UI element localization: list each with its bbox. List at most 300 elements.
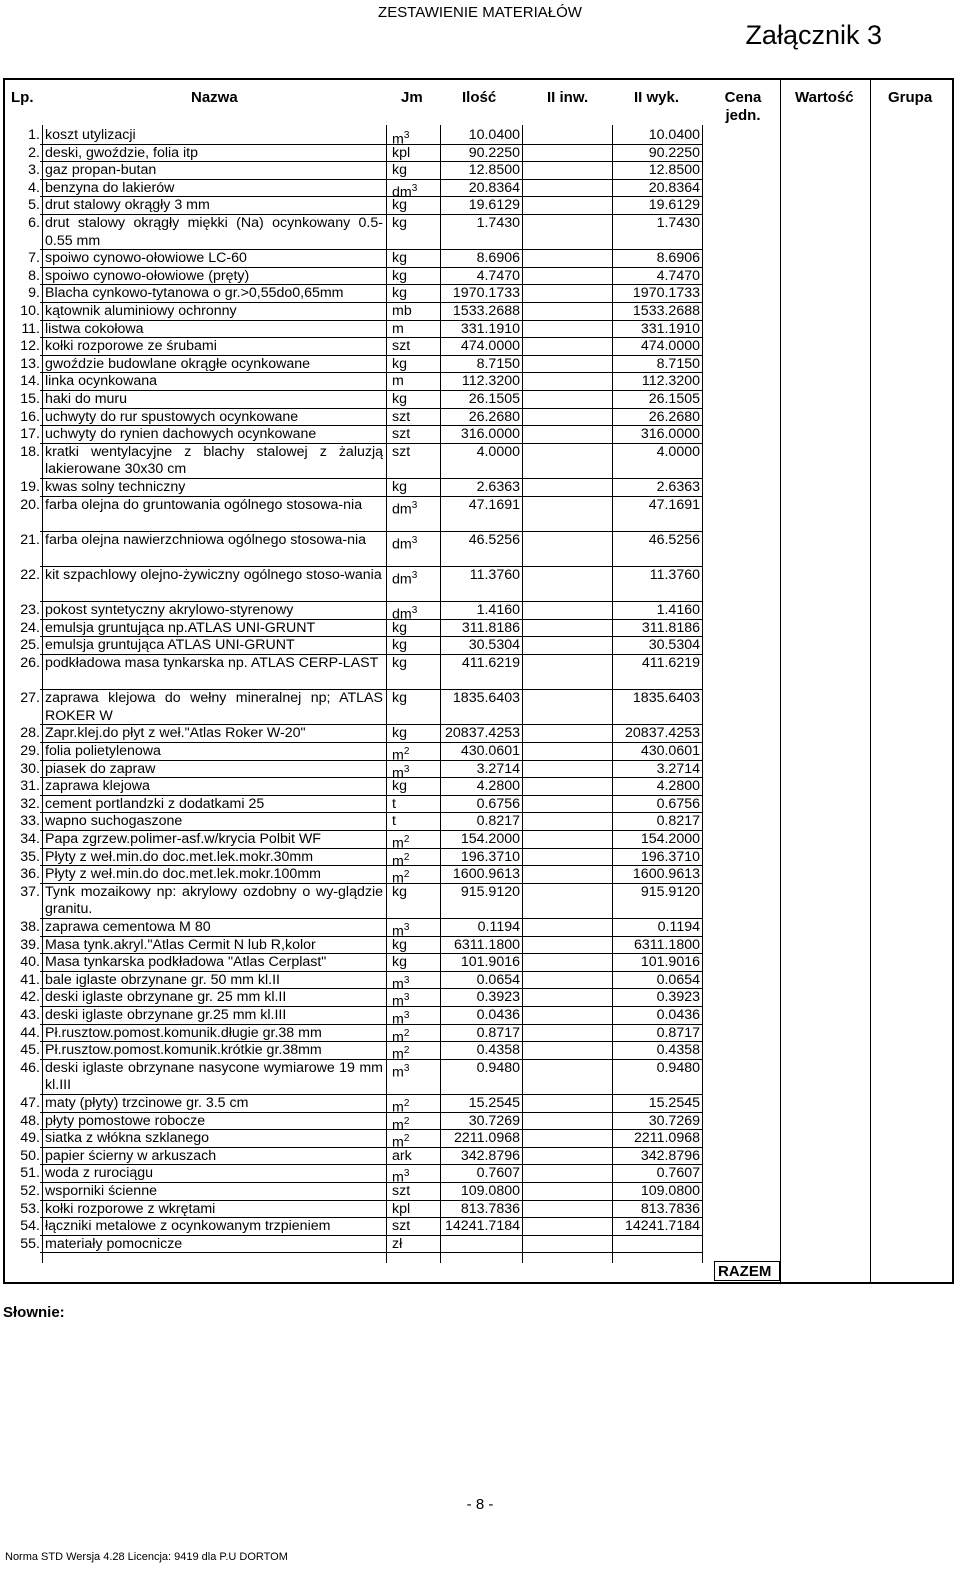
quantity: 4.0000: [476, 443, 520, 460]
quantity: 0.7607: [476, 1165, 520, 1182]
table-row: [0, 1218, 960, 1236]
quantity-wyk: 8.6906: [656, 250, 700, 267]
table-row: [0, 532, 960, 567]
col-value: Wartość: [795, 89, 854, 106]
material-name: farba olejna do gruntowania ogólnego stosowa-nia: [45, 496, 363, 513]
table-row: [0, 1201, 960, 1219]
row-number: 7.: [28, 250, 40, 267]
quantity-wyk: 4.2800: [656, 778, 700, 795]
quantity-wyk: 46.5256: [648, 531, 700, 548]
quantity-wyk: 316.0000: [640, 426, 700, 443]
material-name: haki do muru: [45, 391, 128, 407]
table-row: [0, 831, 960, 852]
material-name: emulsja gruntująca np.ATLAS UNI-GRUNT: [45, 619, 316, 636]
material-name: Pł.rusztow.pomost.komunik.długie gr.38 mm: [45, 1024, 322, 1041]
quantity: 8.7150: [476, 355, 520, 372]
row-number: 23.: [20, 602, 40, 619]
quantity: 0.0654: [476, 971, 520, 988]
table-row: [0, 567, 960, 602]
row-number: 6.: [28, 215, 40, 231]
table-row: [0, 796, 960, 814]
table-row: [0, 321, 960, 339]
quantity: 915.9120: [460, 883, 520, 900]
row-number: 51.: [20, 1165, 40, 1182]
unit: kg: [392, 215, 407, 231]
software-footer: Norma STD Wersja 4.28 Licencja: 9419 dla P.U DORTOM: [5, 1551, 288, 1563]
quantity-wyk: 90.2250: [648, 144, 700, 161]
quantity: 1835.6403: [452, 690, 520, 707]
unit: $m^2$: [392, 851, 410, 870]
attachment-label: Załącznik 3: [745, 20, 882, 50]
table-row: [0, 919, 960, 940]
col-inv2: II inw.: [547, 89, 589, 106]
table-row: [0, 989, 960, 1011]
quantity: 10.0400: [468, 127, 520, 143]
row-number: 11.: [21, 320, 40, 337]
row-number: 33.: [20, 813, 40, 830]
row-number: 49.: [20, 1130, 40, 1147]
unit: kg: [392, 391, 407, 407]
page-number: - 8 -: [466, 1496, 494, 1513]
unit: kpl: [392, 144, 411, 161]
quantity-wyk: 196.3710: [640, 848, 700, 865]
row-number: 38.: [20, 919, 40, 935]
row-number: 52.: [20, 1183, 40, 1199]
table-row: [0, 1165, 960, 1187]
quantity-wyk: 411.6219: [641, 655, 700, 671]
table-row: [0, 743, 960, 764]
table-row: [0, 866, 960, 887]
row-number: 25.: [20, 637, 40, 654]
unit: $m^3$: [392, 1062, 410, 1081]
unit: $m^2$: [392, 1098, 410, 1116]
quantity: 30.5304: [468, 637, 520, 654]
table-row: [0, 127, 960, 148]
quantity-wyk: 1835.6403: [632, 690, 700, 707]
quantity-wyk: 26.1505: [648, 391, 700, 407]
row-number: 44.: [20, 1024, 40, 1041]
row-number: 1.: [28, 127, 40, 143]
table-row: [0, 971, 960, 993]
unit: szt: [392, 408, 411, 425]
unit: m: [392, 373, 404, 390]
row-number: 39.: [20, 936, 40, 953]
row-number: 35.: [20, 848, 40, 865]
unit: kg: [392, 954, 407, 971]
row-number: 10.: [20, 303, 40, 319]
col-name: Nazwa: [191, 89, 238, 106]
material-name: Pł.rusztow.pomost.komunik.krótkie gr.38mm: [45, 1042, 322, 1059]
row-number: 12.: [20, 338, 40, 355]
unit: $dm^3$: [392, 534, 418, 553]
quantity-wyk: 0.3923: [656, 989, 700, 1006]
quantity-wyk: 0.4358: [656, 1042, 700, 1059]
material-name: podkładowa masa tynkarska np. ATLAS CERP-LAST: [45, 655, 379, 671]
quantity-wyk: 0.6756: [656, 795, 700, 812]
quantity: 0.8217: [476, 813, 520, 830]
quantity: 1970.1733: [452, 285, 520, 302]
table-row: [0, 1095, 960, 1116]
quantity: 11.3760: [469, 567, 520, 583]
col-group: Grupa: [888, 89, 933, 106]
quantity-wyk: 1533.2688: [632, 303, 700, 319]
quantity: 2.6363: [476, 479, 520, 495]
row-number: 46.: [20, 1059, 40, 1076]
unit: $m^2$: [392, 1133, 410, 1151]
unit: m: [392, 320, 404, 337]
quantity: 196.3710: [460, 848, 520, 865]
table-row: [0, 444, 960, 479]
quantity-wyk: 30.7269: [648, 1112, 700, 1129]
quantity: 90.2250: [468, 144, 520, 161]
quantity-wyk: 11.3760: [649, 567, 700, 583]
material-name: kwas solny techniczny: [45, 479, 186, 495]
row-number: 50.: [20, 1147, 40, 1164]
quantity: 0.0436: [476, 1007, 520, 1023]
material-name: benzyna do lakierów: [45, 179, 175, 196]
row-divider: [40, 1252, 703, 1253]
unit: $m^3$: [392, 130, 410, 148]
unit: t: [392, 813, 396, 830]
quantity: 26.2680: [468, 408, 520, 425]
quantity-wyk: 0.8217: [656, 813, 700, 830]
quantity-wyk: 3.2714: [656, 760, 700, 777]
quantity: 0.1194: [477, 919, 520, 935]
row-number: 5.: [28, 197, 40, 214]
quantity: 0.3923: [476, 989, 520, 1006]
quantity-wyk: 430.0601: [640, 743, 700, 759]
material-name: Zapr.klej.do płyt z weł."Atlas Roker W-20": [45, 725, 306, 742]
unit: $m^2$: [392, 746, 410, 764]
quantity-wyk: 331.1910: [640, 320, 700, 337]
row-number: 30.: [20, 760, 40, 777]
table-row: [0, 197, 960, 215]
table-row: [0, 937, 960, 955]
table-row: [0, 637, 960, 655]
table-row: [0, 1007, 960, 1028]
unit: $m^3$: [392, 1168, 410, 1187]
quantity-wyk: 1.7430: [656, 215, 700, 231]
material-name: deski iglaste obrzynane gr.25 mm kl.III: [45, 1007, 287, 1023]
row-number: 54.: [20, 1218, 40, 1235]
table-row: [0, 778, 960, 796]
unit: kg: [392, 778, 407, 795]
row-number: 15.: [20, 391, 40, 407]
material-name: drut stalowy okrągły miękki (Na) ocynkowany 0.5-0.55 mm: [45, 215, 383, 249]
material-name: wapno suchogaszone: [45, 813, 183, 830]
row-number: 41.: [20, 971, 40, 988]
col-unit: Jm: [401, 89, 423, 106]
row-number: 48.: [20, 1112, 40, 1129]
quantity: 20.8364: [468, 179, 520, 196]
quantity-wyk: 8.7150: [656, 355, 700, 372]
row-number: 40.: [20, 954, 40, 971]
slownie-label: Słownie:: [3, 1304, 65, 1321]
material-name: bale iglaste obrzynane gr. 50 mm kl.II: [45, 971, 281, 988]
quantity-wyk: 154.2000: [640, 831, 700, 847]
quantity-wyk: 474.0000: [640, 338, 700, 355]
unit: szt: [392, 1218, 411, 1235]
quantity: 316.0000: [460, 426, 520, 443]
material-name: kołki rozporowe ze śrubami: [45, 338, 217, 355]
table-row: [0, 268, 960, 286]
quantity-wyk: 813.7836: [640, 1200, 700, 1217]
table-row: [0, 1024, 960, 1046]
quantity: 8.6906: [476, 250, 520, 267]
quantity: 1533.2688: [452, 303, 520, 319]
quantity: 112.3200: [461, 373, 520, 390]
row-number: 45.: [20, 1042, 40, 1059]
unit: $m^2$: [392, 1027, 410, 1046]
material-name: kołki rozporowe z wkrętami: [45, 1200, 216, 1217]
quantity-wyk: 0.0654: [656, 971, 700, 988]
material-name: cement portlandzki z dodatkami 25: [45, 795, 265, 812]
quantity: 1.7430: [476, 215, 520, 231]
material-name: woda z rurociągu: [45, 1165, 154, 1182]
table-row: [0, 497, 960, 532]
quantity: 342.8796: [460, 1147, 520, 1164]
row-number: 17.: [20, 426, 40, 443]
table-row: [0, 391, 960, 409]
unit: kg: [392, 936, 407, 953]
row-number: 9.: [28, 285, 40, 302]
material-name: łączniki metalowe z ocynkowanym trzpieniem: [45, 1218, 331, 1235]
table-row: [0, 620, 960, 638]
material-name: maty (płyty) trzcinowe gr. 3.5 cm: [45, 1095, 249, 1111]
quantity-wyk: 1.4160: [656, 602, 700, 619]
unit: t: [392, 795, 396, 812]
quantity: 4.7470: [476, 267, 520, 284]
table-row: [0, 162, 960, 180]
unit: $m^2$: [392, 1115, 410, 1134]
quantity-wyk: 47.1691: [648, 496, 700, 513]
row-number: 24.: [20, 619, 40, 636]
table-row: [0, 1236, 960, 1254]
unit: szt: [392, 426, 411, 443]
quantity-wyk: 0.0436: [656, 1007, 700, 1023]
quantity: 15.2545: [468, 1095, 520, 1111]
unit: mb: [392, 303, 412, 319]
row-number: 27.: [20, 690, 40, 707]
quantity-wyk: 0.9480: [656, 1059, 700, 1076]
unit: kg: [392, 250, 407, 267]
table-row: [0, 690, 960, 725]
col-qty: Ilość: [462, 89, 497, 106]
row-number: 20.: [20, 496, 40, 513]
material-name: kit szpachlowy olejno-żywiczny ogólnego stoso-wania: [45, 567, 382, 583]
material-name: gaz propan-butan: [45, 162, 157, 179]
row-number: 4.: [28, 179, 40, 196]
quantity-wyk: 20.8364: [648, 179, 700, 196]
material-name: listwa cokołowa: [45, 320, 144, 337]
material-name: drut stalowy okrągły 3 mm: [45, 197, 210, 214]
unit: $m^3$: [392, 763, 410, 782]
quantity: 430.0601: [460, 743, 520, 759]
table-row: [0, 179, 960, 201]
quantity-wyk: 0.8717: [656, 1024, 700, 1041]
row-number: 21.: [20, 531, 40, 548]
razem-label: RAZEM: [718, 1263, 772, 1280]
material-name: siatka z włókna szklanego: [45, 1130, 210, 1147]
quantity-wyk: 14241.7184: [625, 1218, 700, 1235]
quantity: 1.4160: [476, 602, 520, 619]
material-name: folia polietylenowa: [45, 743, 161, 759]
unit: $m^2$: [392, 1045, 410, 1063]
material-name: Tynk mozaikowy np: akrylowy ozdobny o wy-glądzie granitu.: [45, 883, 383, 918]
material-name: uchwyty do rur spustowych ocynkowane: [45, 408, 299, 425]
material-name: Masa tynk.akryl."Atlas Cermit N lub R,kolor: [45, 936, 316, 953]
quantity: 30.7269: [468, 1112, 520, 1129]
unit: ark: [392, 1147, 412, 1164]
unit: kg: [392, 690, 407, 707]
row-number: 28.: [20, 725, 40, 742]
unit: szt: [392, 1183, 411, 1199]
unit: $m^3$: [392, 974, 410, 993]
unit: $dm^3$: [392, 182, 418, 201]
unit: $m^2$: [392, 869, 410, 887]
quantity: 12.8500: [468, 162, 520, 179]
unit: kg: [392, 479, 407, 495]
table-row: [0, 602, 960, 623]
material-name: papier ścierny w arkuszach: [45, 1147, 217, 1164]
quantity: 0.8717: [476, 1024, 520, 1041]
table-row: [0, 338, 960, 356]
row-number: 18.: [20, 443, 40, 460]
table-row: [0, 655, 960, 690]
material-name: Płyty z weł.min.do doc.met.lek.mokr.100mm: [45, 866, 321, 883]
quantity: 311.8186: [461, 619, 520, 636]
col-lp: Lp.: [11, 89, 34, 106]
quantity-wyk: 112.3200: [641, 373, 700, 390]
quantity-wyk: 101.9016: [640, 954, 700, 971]
quantity-wyk: 19.6129: [648, 197, 700, 214]
table-row: [0, 1112, 960, 1134]
table-row: [0, 1130, 960, 1151]
quantity-wyk: 2.6363: [656, 479, 700, 495]
row-number: 29.: [20, 743, 40, 759]
quantity-wyk: 4.7470: [656, 267, 700, 284]
row-number: 34.: [20, 831, 40, 847]
row-number: 3.: [28, 162, 40, 179]
quantity: 474.0000: [460, 338, 520, 355]
material-name: spoiwo cynowo-ołowiowe LC-60: [45, 250, 247, 267]
table-row: [0, 848, 960, 870]
row-number: 55.: [20, 1235, 40, 1252]
quantity: 331.1910: [460, 320, 520, 337]
material-name: farba olejna nawierzchniowa ogólnego stosowa-nia: [45, 531, 366, 548]
quantity-wyk: 15.2545: [648, 1095, 700, 1111]
quantity: 26.1505: [468, 391, 520, 407]
quantity: 20837.4253: [445, 725, 520, 742]
material-name: Blacha cynkowo-tytanowa o gr.>0,55do0,65mm: [45, 285, 344, 302]
table-row: [0, 409, 960, 427]
row-number: 13.: [20, 355, 40, 372]
material-name: Płyty z weł.min.do doc.met.lek.mokr.30mm: [45, 848, 314, 865]
row-number: 26.: [20, 655, 40, 671]
table-row: [0, 303, 960, 321]
quantity: 19.6129: [468, 197, 520, 214]
material-name: deski, gwoździe, folia itp: [45, 144, 198, 161]
quantity-wyk: 0.7607: [656, 1165, 700, 1182]
quantity-wyk: 915.9120: [640, 883, 700, 900]
quantity: 46.5256: [468, 531, 520, 548]
quantity-wyk: 30.5304: [648, 637, 700, 654]
material-name: koszt utylizacji: [45, 127, 136, 143]
material-name: Papa zgrzew.polimer-asf.w/krycia Polbit WF: [45, 831, 321, 847]
table-row: [0, 426, 960, 444]
unit: $m^2$: [392, 834, 410, 852]
table-row: [0, 285, 960, 303]
unit: kg: [392, 655, 407, 671]
unit: $dm^3$: [392, 499, 418, 518]
material-name: piasek do zapraw: [45, 760, 156, 777]
row-number: 37.: [20, 883, 40, 900]
col-wyk2: II wyk.: [634, 89, 680, 106]
unit: kg: [392, 725, 407, 742]
quantity: 0.4358: [476, 1042, 520, 1059]
unit: kg: [392, 267, 407, 284]
quantity: 4.2800: [476, 778, 520, 795]
quantity-wyk: 10.0400: [648, 127, 700, 143]
quantity-wyk: 12.8500: [648, 162, 700, 179]
col-price: Cena jedn.: [724, 89, 762, 124]
table-row: [0, 760, 960, 782]
quantity-wyk: 6311.1800: [633, 936, 700, 953]
quantity: 14241.7184: [445, 1218, 520, 1235]
quantity: 2211.0968: [453, 1130, 520, 1147]
row-number: 19.: [20, 479, 40, 495]
material-name: Masa tynkarska podkładowa "Atlas Cerplast": [45, 954, 327, 971]
unit: szt: [392, 338, 411, 355]
material-name: wsporniki ścienne: [45, 1183, 157, 1199]
table-row: [0, 373, 960, 391]
table-row: [0, 1060, 960, 1095]
row-number: 16.: [20, 408, 40, 425]
unit: kg: [392, 637, 407, 654]
material-name: zaprawa klejowa: [45, 778, 150, 795]
row-number: 22.: [20, 567, 40, 583]
unit: $dm^3$: [392, 605, 418, 623]
unit: $m^3$: [392, 1010, 410, 1028]
quantity: 1600.9613: [452, 866, 520, 883]
unit: $dm^3$: [392, 570, 418, 588]
unit: szt: [392, 443, 411, 460]
unit: kg: [392, 883, 407, 900]
quantity-wyk: 4.0000: [656, 443, 700, 460]
row-number: 14.: [20, 373, 40, 390]
material-name: gwoździe budowlane okrągłe ocynkowane: [45, 355, 311, 372]
material-name: spoiwo cynowo-ołowiowe (pręty): [45, 267, 250, 284]
table-row: [0, 813, 960, 831]
unit: $m^3$: [392, 992, 410, 1011]
table-row: [0, 954, 960, 972]
row-number: 8.: [28, 267, 40, 284]
table-row: [0, 1183, 960, 1201]
unit: $m^3$: [392, 922, 410, 940]
table-row: [0, 215, 960, 250]
quantity-wyk: 2211.0968: [633, 1130, 700, 1147]
table-row: [0, 250, 960, 268]
table-row: [0, 1148, 960, 1166]
quantity: 6311.1800: [453, 936, 520, 953]
quantity: 0.9480: [476, 1059, 520, 1076]
quantity: 47.1691: [468, 496, 520, 513]
material-name: emulsja gruntująca ATLAS UNI-GRUNT: [45, 637, 295, 654]
quantity-wyk: 20837.4253: [625, 725, 700, 742]
quantity-wyk: 0.1194: [657, 919, 700, 935]
quantity: 0.6756: [476, 795, 520, 812]
quantity: 154.2000: [460, 831, 520, 847]
